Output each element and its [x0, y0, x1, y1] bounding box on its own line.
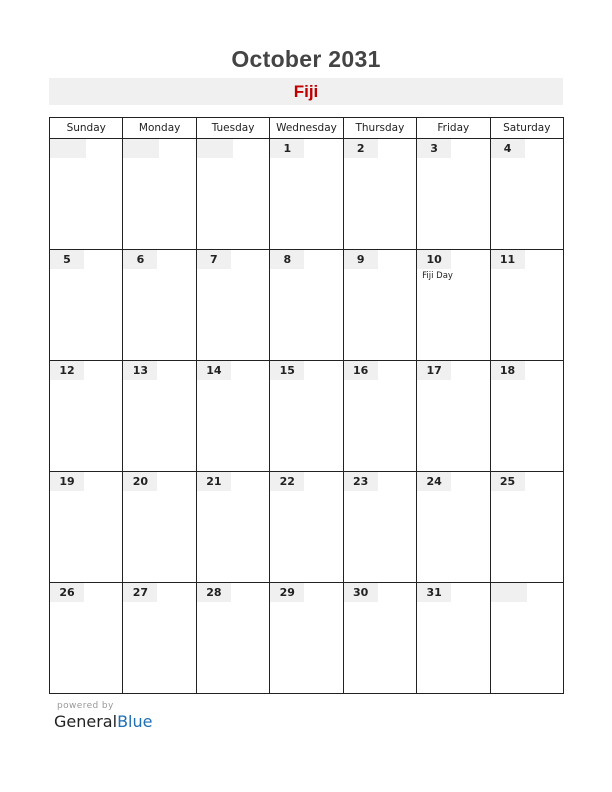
calendar-day-cell[interactable]: [270, 139, 343, 250]
day-number: 22: [270, 472, 304, 491]
calendar-day-cell[interactable]: [490, 250, 563, 361]
calendar-day-cell[interactable]: [50, 250, 123, 361]
day-number: 31: [417, 583, 451, 602]
day-number: 25: [491, 472, 525, 491]
country-banner: [49, 78, 563, 105]
day-number: 2: [344, 139, 378, 158]
calendar-day-cell[interactable]: [417, 472, 490, 583]
day-number: 30: [344, 583, 378, 602]
calendar-day-cell[interactable]: [123, 361, 196, 472]
calendar-day-cell[interactable]: [343, 139, 416, 250]
day-number: 27: [123, 583, 157, 602]
calendar-day-cell[interactable]: [123, 583, 196, 694]
calendar-day-cell[interactable]: [196, 361, 269, 472]
generalblue-logo[interactable]: [54, 712, 152, 731]
day-number: 21: [197, 472, 231, 491]
powered-by-label: powered by: [57, 701, 114, 711]
calendar-week-row: [50, 250, 564, 361]
calendar-day-cell[interactable]: [343, 250, 416, 361]
day-number: 23: [344, 472, 378, 491]
calendar-day-cell[interactable]: [196, 472, 269, 583]
country-name: Fiji: [293, 82, 319, 101]
calendar-day-cell[interactable]: [417, 139, 490, 250]
brand-blue: Blue: [117, 712, 153, 731]
calendar-day-cell[interactable]: [417, 583, 490, 694]
calendar-day-cell[interactable]: [417, 361, 490, 472]
calendar-day-cell[interactable]: [50, 361, 123, 472]
weekday-header: Friday: [417, 118, 490, 139]
weekday-header: Monday: [123, 118, 196, 139]
calendar-day-cell[interactable]: [123, 472, 196, 583]
calendar-day-cell[interactable]: [490, 361, 563, 472]
day-number: 14: [197, 361, 231, 380]
calendar-week-row: [50, 361, 564, 472]
calendar-day-cell[interactable]: [343, 361, 416, 472]
holiday-label: Fiji Day: [422, 271, 453, 281]
calendar-day-cell[interactable]: [343, 472, 416, 583]
weekday-header: Wednesday: [270, 118, 343, 139]
day-number: 26: [50, 583, 84, 602]
day-number: 28: [197, 583, 231, 602]
day-number: 13: [123, 361, 157, 380]
calendar-empty-cell: [123, 139, 196, 250]
calendar-title: October 2031: [231, 46, 381, 72]
calendar-day-cell[interactable]: [50, 583, 123, 694]
weekday-header: Thursday: [343, 118, 416, 139]
day-number: 9: [344, 250, 378, 269]
calendar-day-cell[interactable]: [50, 472, 123, 583]
empty-day-shade: [50, 139, 86, 158]
calendar-week-row: [50, 139, 564, 250]
day-number: 7: [197, 250, 231, 269]
calendar-day-cell[interactable]: [270, 583, 343, 694]
day-number: 3: [417, 139, 451, 158]
calendar-day-cell[interactable]: [490, 472, 563, 583]
calendar-empty-cell: [50, 139, 123, 250]
calendar-week-row: [50, 472, 564, 583]
calendar-day-cell[interactable]: [490, 139, 563, 250]
day-number: 15: [270, 361, 304, 380]
weekday-header: Saturday: [490, 118, 563, 139]
calendar-day-cell[interactable]: [123, 250, 196, 361]
day-number: 6: [123, 250, 157, 269]
day-number: 17: [417, 361, 451, 380]
calendar-body: [50, 139, 564, 694]
calendar-grid: [49, 117, 564, 694]
calendar-day-cell[interactable]: [270, 250, 343, 361]
weekday-header-row: [50, 118, 564, 139]
calendar-day-cell[interactable]: [417, 250, 490, 361]
calendar-day-cell[interactable]: [270, 361, 343, 472]
calendar-empty-cell: [196, 139, 269, 250]
day-number: 24: [417, 472, 451, 491]
day-number: 11: [491, 250, 525, 269]
empty-day-shade: [123, 139, 159, 158]
day-number: 19: [50, 472, 84, 491]
empty-day-shade: [197, 139, 233, 158]
calendar-day-cell[interactable]: [343, 583, 416, 694]
calendar-day-cell[interactable]: [196, 583, 269, 694]
day-number: 5: [50, 250, 84, 269]
day-number: 1: [270, 139, 304, 158]
calendar-day-cell[interactable]: [270, 472, 343, 583]
calendar-week-row: [50, 583, 564, 694]
calendar-day-cell[interactable]: [196, 250, 269, 361]
day-number: 10: [417, 250, 451, 269]
weekday-header: Tuesday: [196, 118, 269, 139]
day-number: 29: [270, 583, 304, 602]
day-number: 20: [123, 472, 157, 491]
day-number: 4: [491, 139, 525, 158]
day-number: 8: [270, 250, 304, 269]
day-number: 16: [344, 361, 378, 380]
day-number: 12: [50, 361, 84, 380]
empty-day-shade: [491, 583, 527, 602]
calendar-empty-cell: [490, 583, 563, 694]
brand-general: General: [54, 712, 118, 731]
weekday-header: Sunday: [50, 118, 123, 139]
day-number: 18: [491, 361, 525, 380]
